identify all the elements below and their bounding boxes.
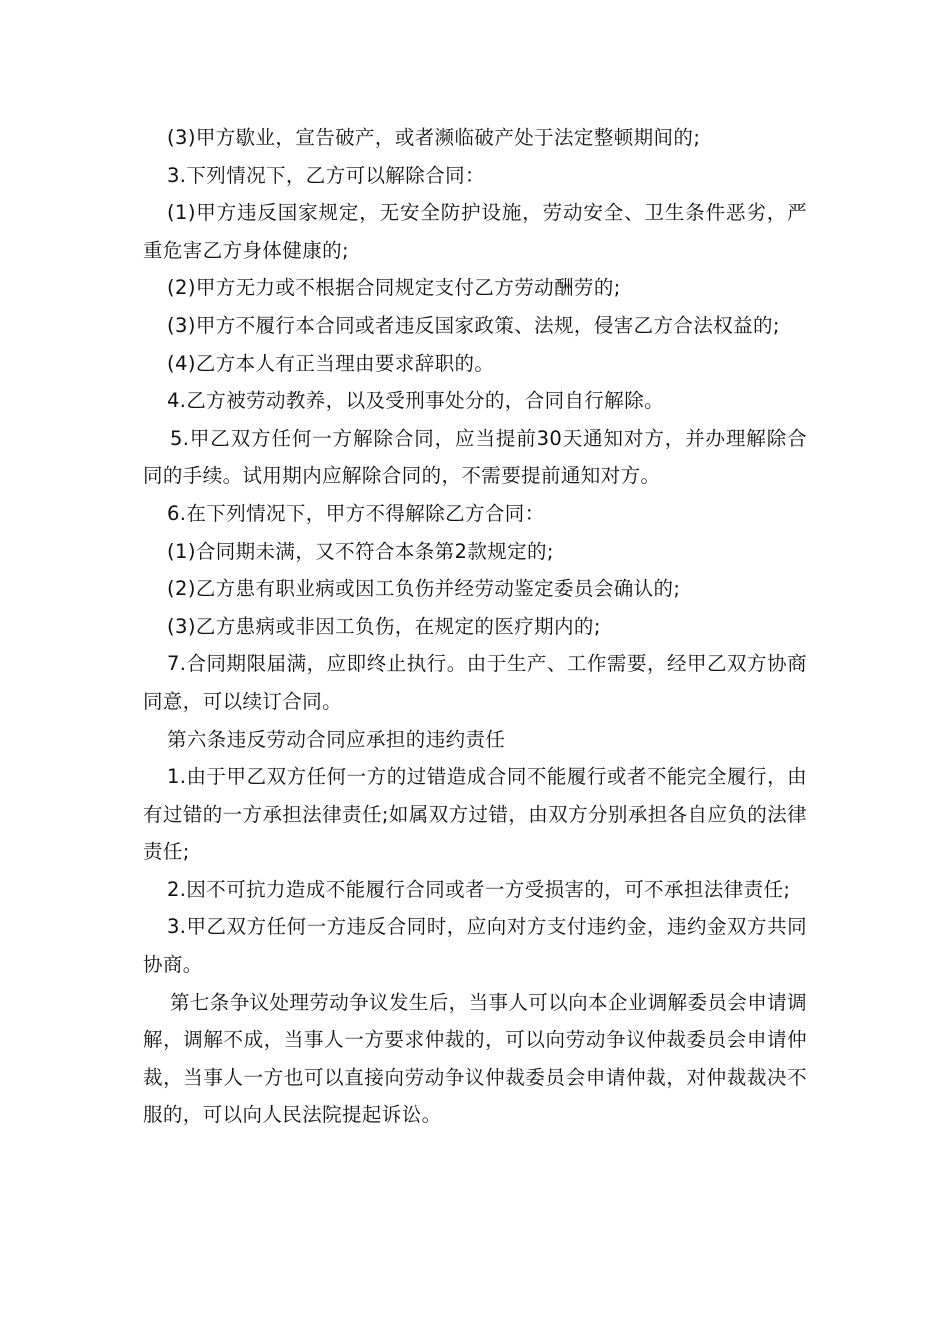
section-heading-article-6: 第六条违反劳动合同应承担的违约责任 [167, 727, 506, 751]
paragraph-item-3-sub-1: (1)甲方违反国家规定，无安全防护设施，劳动安全、卫生条件恶劣，严重危害乙方身体健康的; [143, 201, 807, 262]
paragraph-item-5: 5.甲乙双方任何一方解除合同，应当提前30天通知对方，并办理解除合同的手续。试用期内应解除合同的，不需要提前通知对方。 [143, 426, 807, 488]
paragraph-item-6-heading: 6.在下列情况下，甲方不得解除乙方合同： [167, 501, 545, 525]
paragraph-item-7: 7.合同期限届满，应即终止执行。由于生产、工作需要，经甲乙双方协商同意，可以续订合同。 [143, 652, 807, 713]
paragraph-item-4: 4.乙方被劳动教养，以及受刑事处分的，合同自行解除。 [167, 389, 665, 413]
paragraph-item-6-sub-2: (2)乙方患有职业病或因工负伤并经劳动鉴定委员会确认的; [167, 577, 681, 601]
document-body [143, 119, 807, 1134]
paragraph-item-3-sub-3: (3)甲方不履行本合同或者违反国家政策、法规，侵害乙方合法权益的; [167, 313, 780, 337]
paragraph-article-6-item-3: 3.甲乙双方任何一方违反合同时，应向对方支付违约金，违约金双方共同协商。 [143, 915, 807, 977]
paragraph-item-3-sub-4: (4)乙方本人有正当理由要求辞职的。 [167, 351, 495, 375]
paragraph-article-6-item-2: 2.因不可抗力造成不能履行合同或者一方受损害的，可不承担法律责任; [167, 877, 791, 901]
paragraph-item-3-heading: 3.下列情况下，乙方可以解除合同： [167, 163, 485, 187]
paragraph-item-3-sub-2: (2)甲方无力或不根据合同规定支付乙方劳动酬劳的; [167, 276, 621, 300]
paragraph-clause-3-item-3: (3)甲方歇业，宣告破产，或者濒临破产处于法定整顿期间的; [167, 126, 701, 149]
paragraph-article-7: 第七条争议处理劳动争议发生后，当事人可以向本企业调解委员会申请调解，调解不成，当事人一方要求仲裁的，可以向劳动争议仲裁委员会申请仲裁，当事人一方也可以直接向劳动争议仲裁委员会申请仲裁，对仲裁裁决不服的，可以向人民法院提起诉讼。 [143, 990, 807, 1127]
paragraph-article-6-item-1: 1.由于甲乙双方任何一方的过错造成合同不能履行或者不能完全履行，由有过错的一方承担法律责任;如属双方过错，由双方分别承担各自应负的法律责任; [143, 765, 807, 864]
paragraph-item-6-sub-3: (3)乙方患病或非因工负伤，在规定的医疗期内的; [167, 614, 601, 638]
paragraph-item-6-sub-1: (1)合同期未满，又不符合本条第2款规定的; [167, 539, 554, 563]
